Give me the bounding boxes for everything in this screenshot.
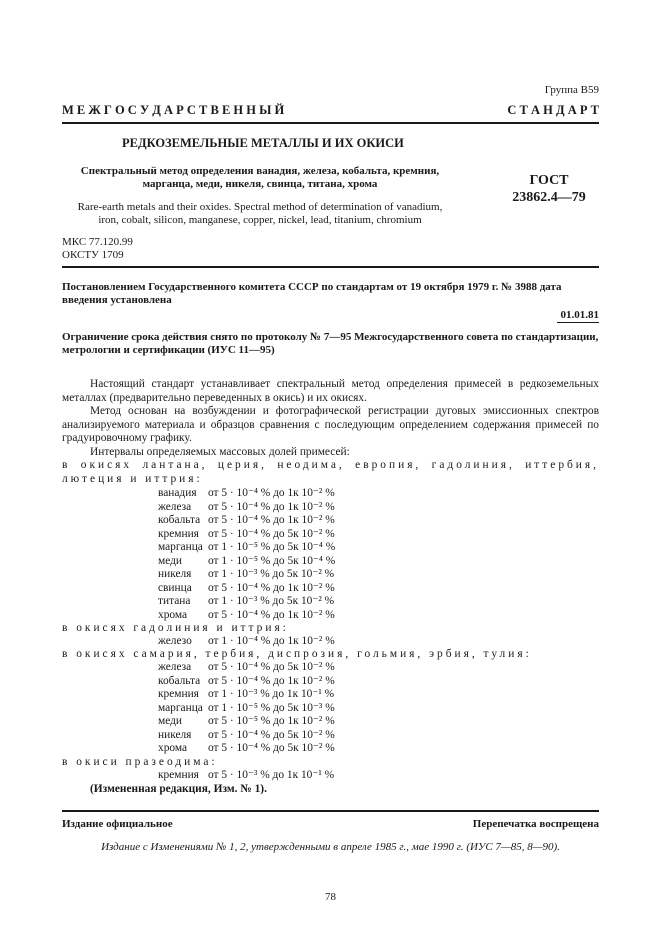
document-title: РЕДКОЗЕМЕЛЬНЫЕ МЕТАЛЛЫ И ИХ ОКИСИ [122,136,404,150]
group3-heading-wrap [62,648,599,662]
subtitle-en-line-2: iron, cobalt, silicon, manganese, copper, nickel, lead, titanium, chromium [98,214,422,226]
impurity-element: железа [158,500,192,513]
group2-table [158,635,335,649]
introduction-date: 01.01.81 [560,309,599,321]
impurity-row [158,514,335,528]
group2-heading: в окисях гадолиния и иттрия: [62,622,289,634]
impurity-row [158,595,335,609]
interstate-heading-right: С Т А Н Д А Р Т [507,103,599,117]
impurity-row [158,688,335,702]
impurity-row [158,487,335,501]
impurity-range: от 5 · 10⁻⁴ % до 5к 10⁻² % [208,742,335,754]
okstu-code: ОКСТУ 1709 [62,249,124,261]
impurity-row [158,528,335,542]
impurity-element: никеля [158,728,192,741]
header-rule [62,122,599,124]
impurity-row [158,609,335,623]
impurity-element: кремния [158,769,199,781]
group2-heading-wrap [62,622,599,636]
gost-number: 23862.4—79 [512,190,586,205]
paragraph-scope: Настоящий стандарт устанавливает спектральный метод определения примесей в редкоземельных металлах (предварительно переведенных в окись) и их окисях. [62,378,599,404]
group4-table [158,769,334,783]
impurity-row [158,541,335,555]
impurity-range: от 5 · 10⁻⁴ % до 1к 10⁻² % [208,514,335,526]
impurity-element: марганца [158,541,203,553]
reprint-prohibited: Перепечатка воспрещена [472,818,599,830]
impurity-range: от 5 · 10⁻⁴ % до 5к 10⁻² % [208,661,335,673]
subtitle-ru-line-1: Спектральный метод определения ванадия, железа, кобальта, кремния, [80,165,440,177]
impurity-element: свинца [158,581,192,594]
impurity-range: от 5 · 10⁻³ % до 1к 10⁻¹ % [208,769,335,781]
impurity-row [158,729,335,743]
impurity-row [158,769,334,783]
impurity-range: от 1 · 10⁻⁵ % до 5к 10⁻⁴ % [208,554,336,567]
gost-label: ГОСТ [529,173,569,188]
impurity-row [158,582,335,596]
impurity-row [158,635,335,649]
group4-heading: в окиси празеодима: [62,756,218,768]
subtitle-ru-line-2: марганца, меди, никеля, свинца, титана, хрома [142,178,378,190]
impurity-range: от 5 · 10⁻⁴ % до 1к 10⁻² % [208,581,335,594]
official-edition: Издание официальное [62,818,173,830]
impurity-range: от 1 · 10⁻⁵ % до 5к 10⁻³ % [208,701,335,714]
group3-heading: в окисях самария, тербия, диспрозия, гольмия, эрбия, тулия: [62,648,532,660]
impurity-element: хрома [158,742,188,754]
body-text [62,378,599,486]
impurity-element: марганца [158,701,203,714]
paragraph-method: Метод основан на возбуждении и фотографической регистрации дуговых эмиссионных спектров анализируемого материала и образцов сравнения с последующим определением содержания примесей по градуировочному графику. [62,405,599,444]
impurity-range: от 5 · 10⁻⁵ % до 1к 10⁻² % [208,715,335,727]
impurity-range: от 5 · 10⁻⁴ % до 1к 10⁻² % [208,674,335,687]
edition-note: Издание с Изменениями № 1, 2, утвержденными в апреле 1985 г., мае 1990 г. (ИУС 7—85, 8—90). [101,841,560,853]
introduction-date-underline [557,322,599,323]
impurity-range: от 5 · 10⁻⁴ % до 1к 10⁻² % [208,500,335,513]
impurity-element: ванадия [158,487,197,499]
mks-code: МКС 77.120.99 [62,236,133,248]
impurity-element: железо [158,635,192,647]
impurity-row [158,568,335,582]
impurity-range: от 5 · 10⁻⁴ % до 5к 10⁻² % [208,527,335,540]
impurity-range: от 5 · 10⁻⁴ % до 5к 10⁻² % [208,728,335,741]
classification-rule [62,266,599,268]
impurity-element: кобальта [158,674,201,687]
validity-limit-note: Ограничение срока действия снято по протоколу № 7—95 Межгосударственного совета по стандартизации, метрологии и сертификации (ИУС 11—95) [62,331,599,356]
revision-note: (Измененная редакция, Изм. № 1). [90,783,267,795]
group3-table [158,661,335,756]
group-code: Группа В59 [544,84,599,96]
impurity-range: от 1 · 10⁻⁴ % до 1к 10⁻² % [208,635,335,647]
group1-table [158,487,335,622]
impurity-element: хрома [158,608,188,621]
impurity-element: меди [158,554,183,567]
impurity-range: от 1 · 10⁻³ % до 5к 10⁻² % [208,568,335,580]
impurity-row [158,555,335,569]
group4-heading-wrap [62,756,599,770]
group1-heading: в окисях лантана, церия, неодима, европия, гадолиния, иттербия, лютеция и иттрия: [62,459,599,485]
impurity-row [158,742,335,756]
impurity-range: от 1 · 10⁻⁵ % до 5к 10⁻⁴ % [208,541,336,553]
impurity-element: меди [158,715,183,727]
interstate-heading-left: М Е Ж Г О С У Д А Р С Т В Е Н Н Ы Й [62,103,285,117]
impurity-range: от 5 · 10⁻⁴ % до 1к 10⁻² % [208,608,335,621]
impurity-range: от 1 · 10⁻³ % до 5к 10⁻² % [208,595,335,607]
impurity-element: железа [158,661,192,673]
interstate-standard-heading [62,103,599,118]
decree-text: Постановлением Государственного комитета СССР по стандартам от 19 октября 1979 г. № 3988 дата введения установлена [62,281,562,306]
page-number: 78 [325,891,336,903]
impurity-element: титана [158,595,191,607]
impurity-row [158,501,335,515]
paragraph-intervals: Интервалы определяемых массовых долей примесей: [90,445,350,458]
impurity-row [158,715,335,729]
impurity-row [158,702,335,716]
classification-codes [62,236,133,262]
impurity-range: от 1 · 10⁻³ % до 1к 10⁻¹ % [208,688,335,700]
impurity-element: кремния [158,688,199,700]
impurity-element: кобальта [158,514,201,526]
impurity-range: от 5 · 10⁻⁴ % до 1к 10⁻² % [208,487,335,499]
subtitle-russian [60,165,460,191]
subtitle-en-line-1: Rare-earth metals and their oxides. Spectral method of determination of vanadium, [77,201,443,213]
impurity-row [158,661,335,675]
impurity-element: никеля [158,568,192,580]
impurity-element: кремния [158,527,199,540]
impurity-row [158,675,335,689]
gost-designation [494,172,604,206]
subtitle-english [60,201,460,227]
footer-rule [62,810,599,812]
